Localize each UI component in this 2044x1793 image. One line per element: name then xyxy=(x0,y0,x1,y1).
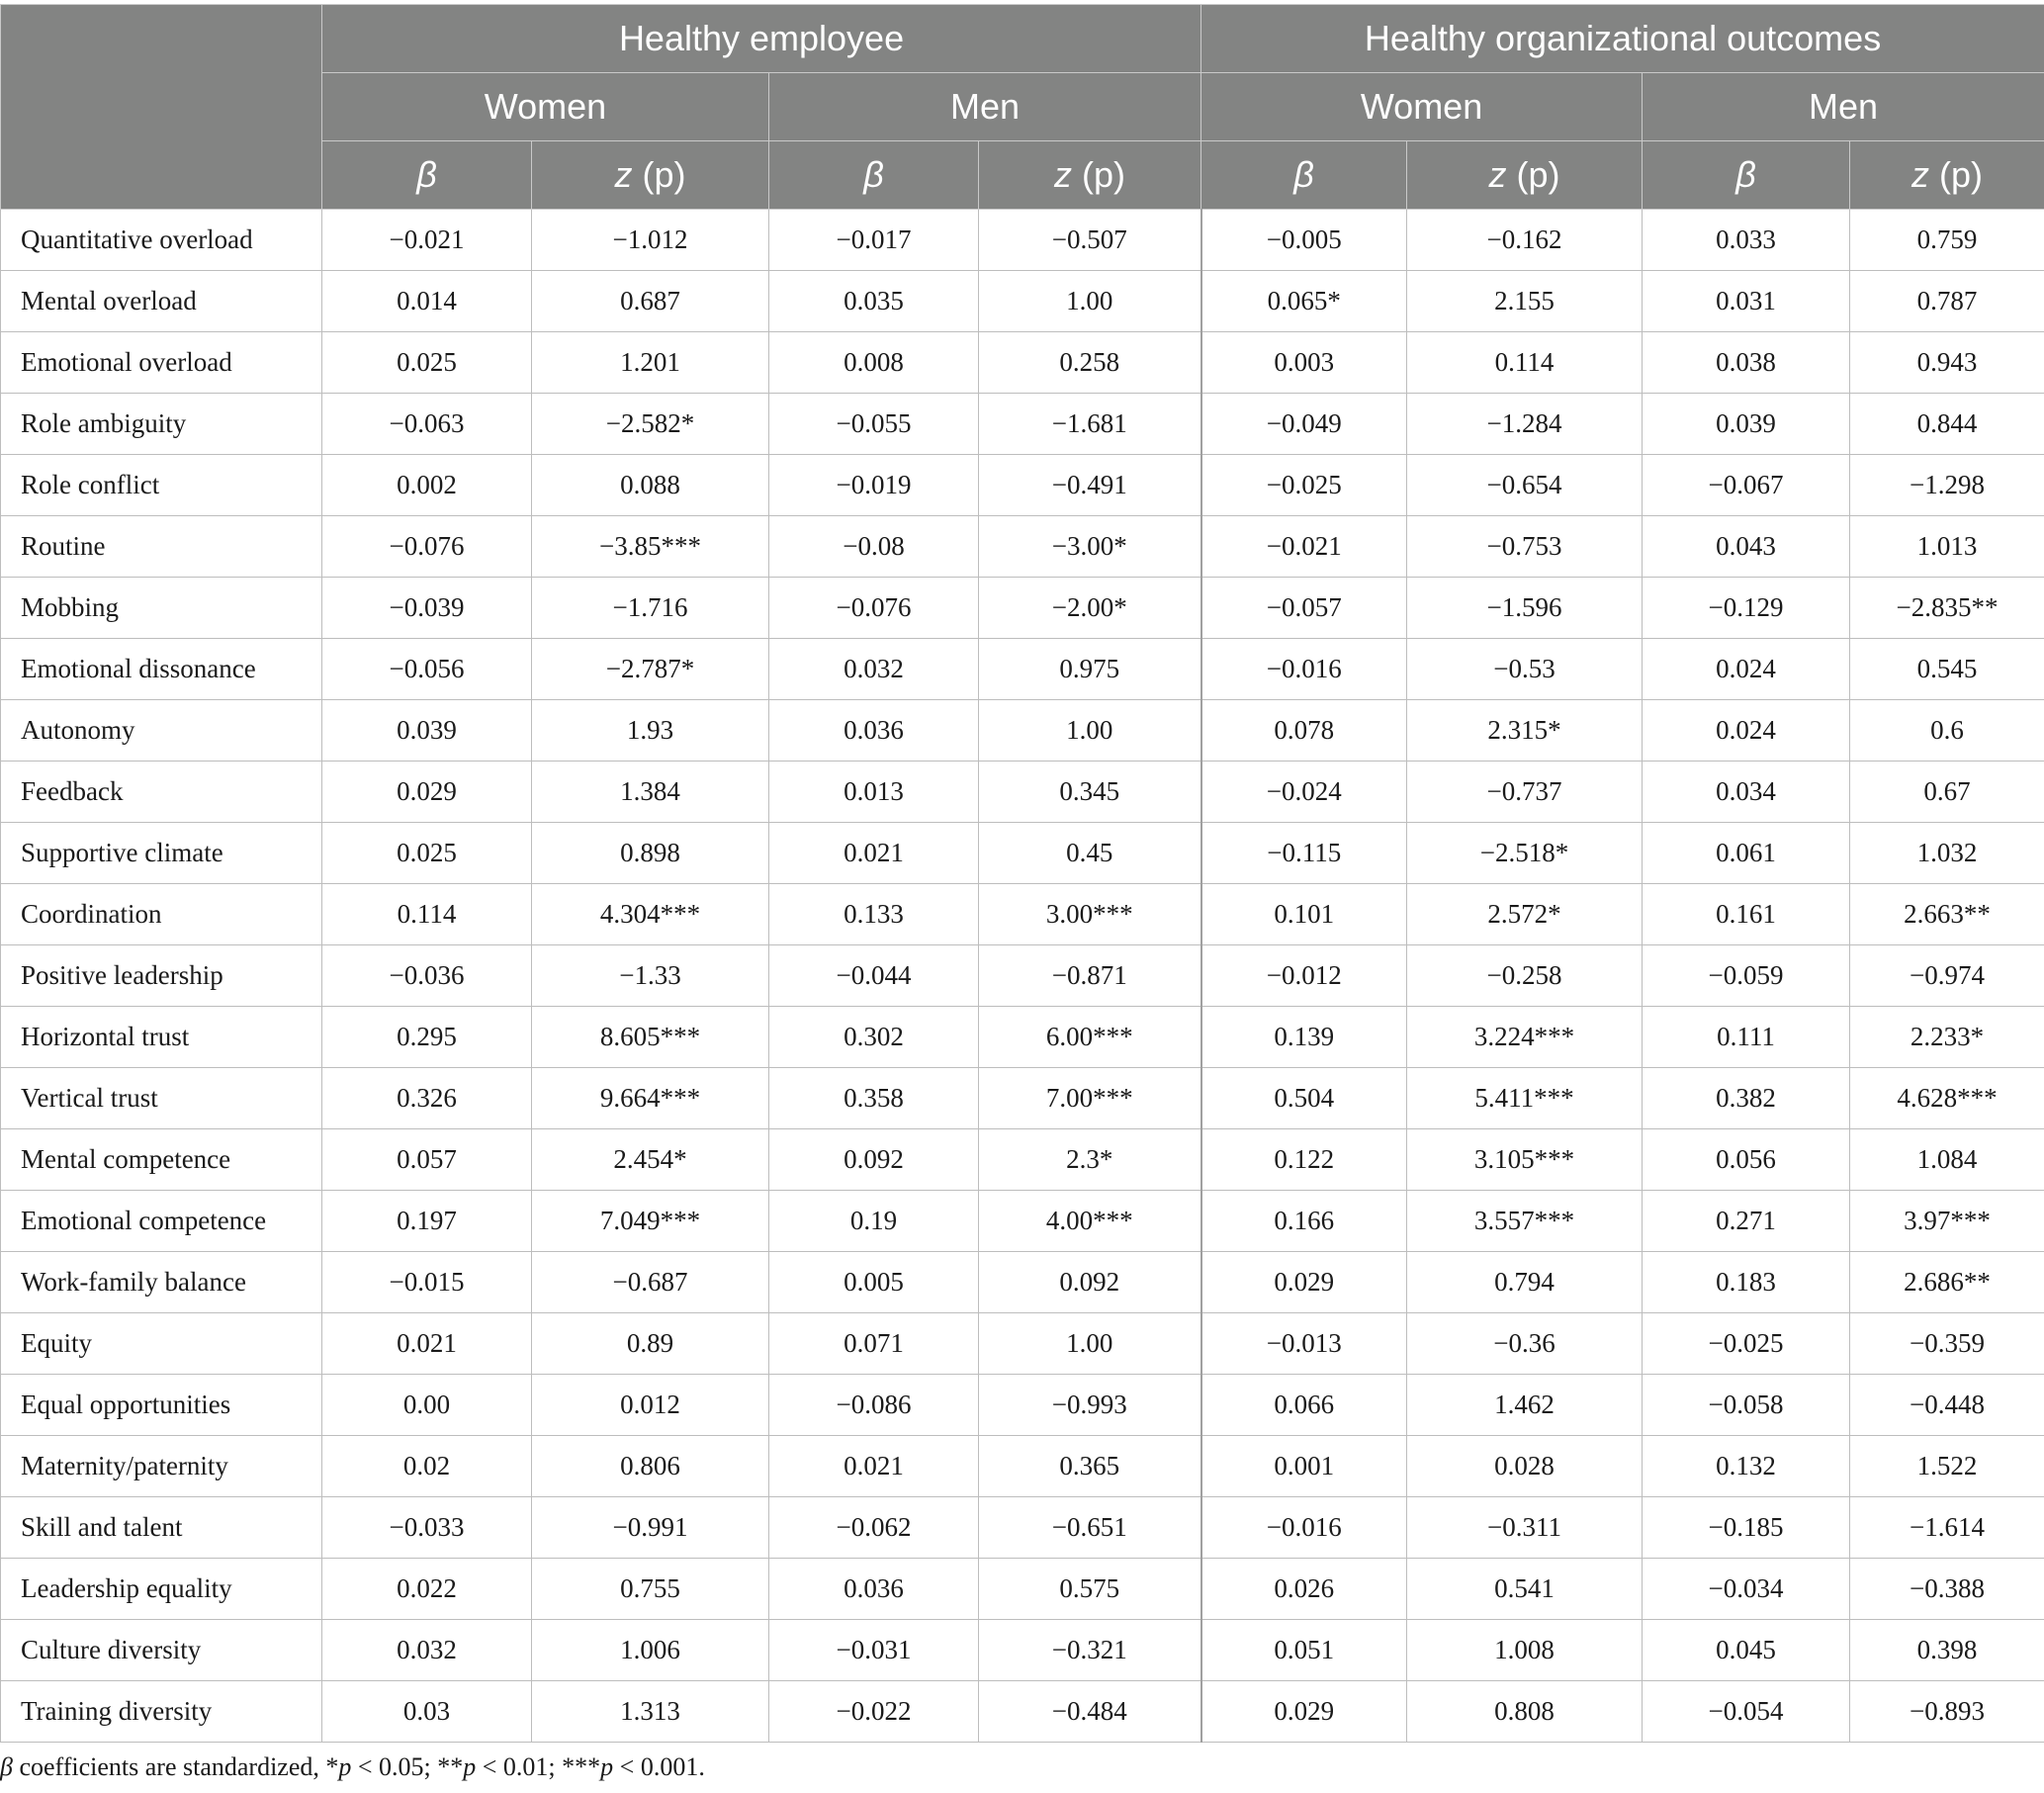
z-cell: 1.313 xyxy=(532,1681,769,1743)
table-row xyxy=(1,1252,2044,1313)
z-cell: 0.258 xyxy=(979,332,1201,394)
beta-cell: 0.051 xyxy=(1201,1620,1407,1681)
z-cell: 5.411*** xyxy=(1407,1068,1643,1129)
row-label: Feedback xyxy=(1,762,322,823)
z-cell: 1.00 xyxy=(979,271,1201,332)
z-cell: 1.462 xyxy=(1407,1375,1643,1436)
beta-cell: 0.326 xyxy=(322,1068,532,1129)
beta-cell: −0.019 xyxy=(769,455,979,516)
table-row xyxy=(1,823,2044,884)
beta-cell: −0.063 xyxy=(322,394,532,455)
row-label: Culture diversity xyxy=(1,1620,322,1681)
z-cell: −2.582* xyxy=(532,394,769,455)
stub-header xyxy=(1,5,322,210)
beta-cell: 0.036 xyxy=(769,1559,979,1620)
beta-cell: 0.066 xyxy=(1201,1375,1407,1436)
p-paren: (p) xyxy=(1506,154,1560,195)
z-cell: 0.975 xyxy=(979,639,1201,700)
footnote-text-1: coefficients are standardized, * xyxy=(12,1752,339,1781)
z-cell: 2.663** xyxy=(1850,884,2044,945)
table-row xyxy=(1,700,2044,762)
beta-cell: 0.036 xyxy=(769,700,979,762)
table-row xyxy=(1,271,2044,332)
row-label: Emotional competence xyxy=(1,1191,322,1252)
z-cell: −0.991 xyxy=(532,1497,769,1559)
beta-cell: 0.114 xyxy=(322,884,532,945)
beta-cell: −0.013 xyxy=(1201,1313,1407,1375)
beta-cell: −0.059 xyxy=(1643,945,1850,1007)
z-cell: 2.3* xyxy=(979,1129,1201,1191)
z-cell: 4.304*** xyxy=(532,884,769,945)
table-row xyxy=(1,455,2044,516)
beta-cell: 0.029 xyxy=(1201,1252,1407,1313)
z-symbol: z xyxy=(1911,154,1930,195)
z-cell: −0.359 xyxy=(1850,1313,2044,1375)
z-cell: 4.00*** xyxy=(979,1191,1201,1252)
group-header-healthy-organizational-outcomes: Healthy organizational outcomes xyxy=(1201,5,2044,73)
z-cell: −2.835** xyxy=(1850,578,2044,639)
beta-cell: −0.024 xyxy=(1201,762,1407,823)
beta-cell: 0.065* xyxy=(1201,271,1407,332)
z-cell: −1.284 xyxy=(1407,394,1643,455)
beta-cell: 0.197 xyxy=(322,1191,532,1252)
beta-cell: 0.022 xyxy=(322,1559,532,1620)
z-cell: −1.596 xyxy=(1407,578,1643,639)
row-label: Maternity/paternity xyxy=(1,1436,322,1497)
beta-cell: 0.021 xyxy=(769,1436,979,1497)
z-cell: 0.45 xyxy=(979,823,1201,884)
z-symbol: z xyxy=(614,154,633,195)
row-label: Role ambiguity xyxy=(1,394,322,455)
row-label: Positive leadership xyxy=(1,945,322,1007)
z-cell: 0.687 xyxy=(532,271,769,332)
table-row xyxy=(1,578,2044,639)
beta-cell: 0.032 xyxy=(322,1620,532,1681)
beta-cell: 0.183 xyxy=(1643,1252,1850,1313)
z-cell: 0.755 xyxy=(532,1559,769,1620)
beta-cell: 0.043 xyxy=(1643,516,1850,578)
beta-cell: −0.049 xyxy=(1201,394,1407,455)
z-cell: −0.53 xyxy=(1407,639,1643,700)
beta-cell: 0.161 xyxy=(1643,884,1850,945)
row-label: Mental overload xyxy=(1,271,322,332)
beta-cell: −0.056 xyxy=(322,639,532,700)
z-cell: −3.00* xyxy=(979,516,1201,578)
results-table xyxy=(0,4,2044,1743)
gender-header-women: Women xyxy=(322,73,769,141)
beta-cell: 0.014 xyxy=(322,271,532,332)
z-p-header xyxy=(1407,141,1643,210)
footnote-p: p xyxy=(338,1752,352,1781)
beta-cell: −0.058 xyxy=(1643,1375,1850,1436)
z-cell: 0.541 xyxy=(1407,1559,1643,1620)
row-label: Skill and talent xyxy=(1,1497,322,1559)
table-row xyxy=(1,1559,2044,1620)
beta-cell: −0.044 xyxy=(769,945,979,1007)
p-paren: (p) xyxy=(1072,154,1126,195)
table-row xyxy=(1,1129,2044,1191)
z-cell: 3.557*** xyxy=(1407,1191,1643,1252)
beta-cell: 0.078 xyxy=(1201,700,1407,762)
table-row xyxy=(1,1436,2044,1497)
z-cell: 0.6 xyxy=(1850,700,2044,762)
z-cell: 7.00*** xyxy=(979,1068,1201,1129)
z-cell: 0.806 xyxy=(532,1436,769,1497)
z-cell: 2.454* xyxy=(532,1129,769,1191)
z-cell: −2.787* xyxy=(532,639,769,700)
z-cell: 2.686** xyxy=(1850,1252,2044,1313)
beta-cell: 0.001 xyxy=(1201,1436,1407,1497)
beta-cell: 0.031 xyxy=(1643,271,1850,332)
z-cell: 3.00*** xyxy=(979,884,1201,945)
table-row xyxy=(1,884,2044,945)
z-cell: 0.092 xyxy=(979,1252,1201,1313)
beta-cell: 0.021 xyxy=(769,823,979,884)
z-cell: 1.00 xyxy=(979,1313,1201,1375)
z-cell: 1.522 xyxy=(1850,1436,2044,1497)
z-cell: −0.484 xyxy=(979,1681,1201,1743)
beta-cell: −0.025 xyxy=(1201,455,1407,516)
table-footnote xyxy=(0,1752,705,1782)
beta-cell: 0.032 xyxy=(769,639,979,700)
beta-cell: 0.038 xyxy=(1643,332,1850,394)
beta-cell: 0.166 xyxy=(1201,1191,1407,1252)
beta-cell: 0.035 xyxy=(769,271,979,332)
z-cell: −1.298 xyxy=(1850,455,2044,516)
beta-cell: −0.021 xyxy=(1201,516,1407,578)
beta-cell: −0.017 xyxy=(769,210,979,271)
row-label: Autonomy xyxy=(1,700,322,762)
z-p-header xyxy=(532,141,769,210)
beta-cell: −0.039 xyxy=(322,578,532,639)
beta-cell: 0.026 xyxy=(1201,1559,1407,1620)
z-cell: 1.201 xyxy=(532,332,769,394)
beta-cell: 0.039 xyxy=(1643,394,1850,455)
table-row xyxy=(1,332,2044,394)
z-cell: 0.943 xyxy=(1850,332,2044,394)
z-cell: −0.258 xyxy=(1407,945,1643,1007)
row-label: Horizontal trust xyxy=(1,1007,322,1068)
z-p-header xyxy=(979,141,1201,210)
z-cell: 1.384 xyxy=(532,762,769,823)
z-cell: −0.753 xyxy=(1407,516,1643,578)
z-cell: 0.575 xyxy=(979,1559,1201,1620)
beta-cell: 0.056 xyxy=(1643,1129,1850,1191)
z-cell: −0.321 xyxy=(979,1620,1201,1681)
beta-cell: 0.132 xyxy=(1643,1436,1850,1497)
z-cell: −0.993 xyxy=(979,1375,1201,1436)
z-cell: 0.114 xyxy=(1407,332,1643,394)
z-symbol: z xyxy=(1054,154,1073,195)
beta-cell: 0.024 xyxy=(1643,700,1850,762)
table-row xyxy=(1,1191,2044,1252)
footnote-text-4: < 0.001. xyxy=(613,1752,705,1781)
table-row xyxy=(1,210,2044,271)
row-label: Training diversity xyxy=(1,1681,322,1743)
z-cell: 1.93 xyxy=(532,700,769,762)
row-label: Supportive climate xyxy=(1,823,322,884)
z-cell: 2.315* xyxy=(1407,700,1643,762)
beta-cell: −0.067 xyxy=(1643,455,1850,516)
table-header xyxy=(1,5,2044,210)
table-row xyxy=(1,394,2044,455)
beta-cell: 0.092 xyxy=(769,1129,979,1191)
footnote-text-2: < 0.05; ** xyxy=(351,1752,464,1781)
table-row xyxy=(1,639,2044,700)
beta-cell: −0.08 xyxy=(769,516,979,578)
beta-cell: 0.057 xyxy=(322,1129,532,1191)
row-label: Leadership equality xyxy=(1,1559,322,1620)
z-cell: 1.013 xyxy=(1850,516,2044,578)
beta-cell: 0.139 xyxy=(1201,1007,1407,1068)
z-cell: −0.893 xyxy=(1850,1681,2044,1743)
z-cell: 0.345 xyxy=(979,762,1201,823)
z-cell: −1.33 xyxy=(532,945,769,1007)
z-cell: 0.808 xyxy=(1407,1681,1643,1743)
beta-cell: 0.002 xyxy=(322,455,532,516)
beta-cell: 0.025 xyxy=(322,823,532,884)
beta-cell: −0.016 xyxy=(1201,1497,1407,1559)
gender-header-women: Women xyxy=(1201,73,1643,141)
table-row xyxy=(1,762,2044,823)
footnote-p: p xyxy=(600,1752,614,1781)
z-cell: 9.664*** xyxy=(532,1068,769,1129)
beta-cell: 0.045 xyxy=(1643,1620,1850,1681)
table-row xyxy=(1,1681,2044,1743)
table-row xyxy=(1,1313,2044,1375)
beta-cell: −0.115 xyxy=(1201,823,1407,884)
header-row-groups xyxy=(1,5,2044,73)
beta-cell: 0.295 xyxy=(322,1007,532,1068)
z-cell: 0.89 xyxy=(532,1313,769,1375)
row-label: Mental competence xyxy=(1,1129,322,1191)
beta-cell: 0.03 xyxy=(322,1681,532,1743)
beta-cell: 0.013 xyxy=(769,762,979,823)
beta-header: β xyxy=(322,141,532,210)
beta-cell: 0.382 xyxy=(1643,1068,1850,1129)
beta-cell: 0.029 xyxy=(1201,1681,1407,1743)
z-cell: 4.628*** xyxy=(1850,1068,2044,1129)
beta-cell: −0.055 xyxy=(769,394,979,455)
beta-cell: 0.024 xyxy=(1643,639,1850,700)
row-label: Vertical trust xyxy=(1,1068,322,1129)
beta-cell: 0.021 xyxy=(322,1313,532,1375)
z-cell: −1.012 xyxy=(532,210,769,271)
z-cell: −0.491 xyxy=(979,455,1201,516)
z-cell: −0.737 xyxy=(1407,762,1643,823)
z-cell: 0.794 xyxy=(1407,1252,1643,1313)
beta-cell: 0.033 xyxy=(1643,210,1850,271)
z-cell: −0.687 xyxy=(532,1252,769,1313)
z-cell: 2.572* xyxy=(1407,884,1643,945)
z-cell: 0.088 xyxy=(532,455,769,516)
table-row xyxy=(1,1007,2044,1068)
row-label: Routine xyxy=(1,516,322,578)
table-row xyxy=(1,1620,2044,1681)
footnote-p: p xyxy=(463,1752,477,1781)
z-cell: 0.759 xyxy=(1850,210,2044,271)
z-cell: −0.162 xyxy=(1407,210,1643,271)
z-cell: −0.388 xyxy=(1850,1559,2044,1620)
z-cell: 3.105*** xyxy=(1407,1129,1643,1191)
beta-cell: −0.016 xyxy=(1201,639,1407,700)
beta-cell: 0.101 xyxy=(1201,884,1407,945)
z-cell: −0.448 xyxy=(1850,1375,2044,1436)
beta-cell: 0.00 xyxy=(322,1375,532,1436)
beta-cell: 0.19 xyxy=(769,1191,979,1252)
beta-cell: −0.057 xyxy=(1201,578,1407,639)
beta-cell: −0.185 xyxy=(1643,1497,1850,1559)
beta-cell: −0.025 xyxy=(1643,1313,1850,1375)
beta-cell: 0.061 xyxy=(1643,823,1850,884)
row-label: Work-family balance xyxy=(1,1252,322,1313)
beta-header: β xyxy=(1643,141,1850,210)
z-cell: −0.871 xyxy=(979,945,1201,1007)
z-cell: −1.614 xyxy=(1850,1497,2044,1559)
z-cell: 0.365 xyxy=(979,1436,1201,1497)
beta-cell: −0.076 xyxy=(769,578,979,639)
z-p-header xyxy=(1850,141,2044,210)
p-paren: (p) xyxy=(632,154,686,195)
table-body xyxy=(1,210,2044,1743)
beta-cell: −0.129 xyxy=(1643,578,1850,639)
z-cell: −2.00* xyxy=(979,578,1201,639)
row-label: Equity xyxy=(1,1313,322,1375)
z-cell: 6.00*** xyxy=(979,1007,1201,1068)
beta-cell: 0.504 xyxy=(1201,1068,1407,1129)
row-label: Role conflict xyxy=(1,455,322,516)
z-cell: 1.032 xyxy=(1850,823,2044,884)
beta-cell: 0.005 xyxy=(769,1252,979,1313)
z-cell: 1.008 xyxy=(1407,1620,1643,1681)
z-cell: 8.605*** xyxy=(532,1007,769,1068)
beta-cell: −0.012 xyxy=(1201,945,1407,1007)
beta-cell: 0.003 xyxy=(1201,332,1407,394)
beta-cell: 0.302 xyxy=(769,1007,979,1068)
z-cell: −1.716 xyxy=(532,578,769,639)
beta-cell: 0.029 xyxy=(322,762,532,823)
gender-header-men: Men xyxy=(769,73,1201,141)
beta-cell: 0.122 xyxy=(1201,1129,1407,1191)
beta-cell: −0.031 xyxy=(769,1620,979,1681)
z-cell: 2.155 xyxy=(1407,271,1643,332)
beta-cell: 0.02 xyxy=(322,1436,532,1497)
z-cell: −3.85*** xyxy=(532,516,769,578)
beta-cell: 0.071 xyxy=(769,1313,979,1375)
beta-header: β xyxy=(769,141,979,210)
z-cell: −0.974 xyxy=(1850,945,2044,1007)
table-row xyxy=(1,1375,2044,1436)
beta-cell: −0.076 xyxy=(322,516,532,578)
beta-cell: 0.111 xyxy=(1643,1007,1850,1068)
beta-cell: 0.025 xyxy=(322,332,532,394)
z-cell: −0.507 xyxy=(979,210,1201,271)
beta-cell: −0.021 xyxy=(322,210,532,271)
gender-header-men: Men xyxy=(1643,73,2044,141)
group-header-healthy-employee: Healthy employee xyxy=(322,5,1201,73)
beta-cell: 0.271 xyxy=(1643,1191,1850,1252)
z-cell: 3.224*** xyxy=(1407,1007,1643,1068)
beta-cell: 0.358 xyxy=(769,1068,979,1129)
z-cell: 1.006 xyxy=(532,1620,769,1681)
beta-cell: −0.036 xyxy=(322,945,532,1007)
beta-cell: −0.086 xyxy=(769,1375,979,1436)
row-label: Equal opportunities xyxy=(1,1375,322,1436)
footnote-beta: β xyxy=(0,1752,13,1781)
z-cell: 3.97*** xyxy=(1850,1191,2044,1252)
beta-cell: −0.005 xyxy=(1201,210,1407,271)
table-row xyxy=(1,945,2044,1007)
z-cell: −0.651 xyxy=(979,1497,1201,1559)
z-cell: 0.028 xyxy=(1407,1436,1643,1497)
z-cell: −0.311 xyxy=(1407,1497,1643,1559)
z-cell: −2.518* xyxy=(1407,823,1643,884)
z-cell: 0.844 xyxy=(1850,394,2044,455)
z-cell: −0.654 xyxy=(1407,455,1643,516)
p-paren: (p) xyxy=(1929,154,1984,195)
row-label: Emotional overload xyxy=(1,332,322,394)
beta-cell: 0.133 xyxy=(769,884,979,945)
beta-cell: −0.015 xyxy=(322,1252,532,1313)
row-label: Quantitative overload xyxy=(1,210,322,271)
beta-cell: 0.039 xyxy=(322,700,532,762)
beta-cell: −0.033 xyxy=(322,1497,532,1559)
z-cell: −1.681 xyxy=(979,394,1201,455)
z-cell: 1.00 xyxy=(979,700,1201,762)
beta-cell: −0.054 xyxy=(1643,1681,1850,1743)
table-row xyxy=(1,516,2044,578)
row-label: Mobbing xyxy=(1,578,322,639)
z-cell: 7.049*** xyxy=(532,1191,769,1252)
z-cell: 0.545 xyxy=(1850,639,2044,700)
row-label: Coordination xyxy=(1,884,322,945)
z-cell: 0.787 xyxy=(1850,271,2044,332)
z-cell: 1.084 xyxy=(1850,1129,2044,1191)
beta-cell: −0.034 xyxy=(1643,1559,1850,1620)
table-row xyxy=(1,1068,2044,1129)
z-cell: 0.012 xyxy=(532,1375,769,1436)
z-cell: −0.36 xyxy=(1407,1313,1643,1375)
beta-cell: 0.034 xyxy=(1643,762,1850,823)
z-cell: 2.233* xyxy=(1850,1007,2044,1068)
beta-header: β xyxy=(1201,141,1407,210)
row-label: Emotional dissonance xyxy=(1,639,322,700)
z-cell: 0.898 xyxy=(532,823,769,884)
z-cell: 0.398 xyxy=(1850,1620,2044,1681)
z-symbol: z xyxy=(1488,154,1507,195)
beta-cell: −0.062 xyxy=(769,1497,979,1559)
beta-cell: −0.022 xyxy=(769,1681,979,1743)
footnote-text-3: < 0.01; *** xyxy=(476,1752,601,1781)
beta-cell: 0.008 xyxy=(769,332,979,394)
table-row xyxy=(1,1497,2044,1559)
z-cell: 0.67 xyxy=(1850,762,2044,823)
